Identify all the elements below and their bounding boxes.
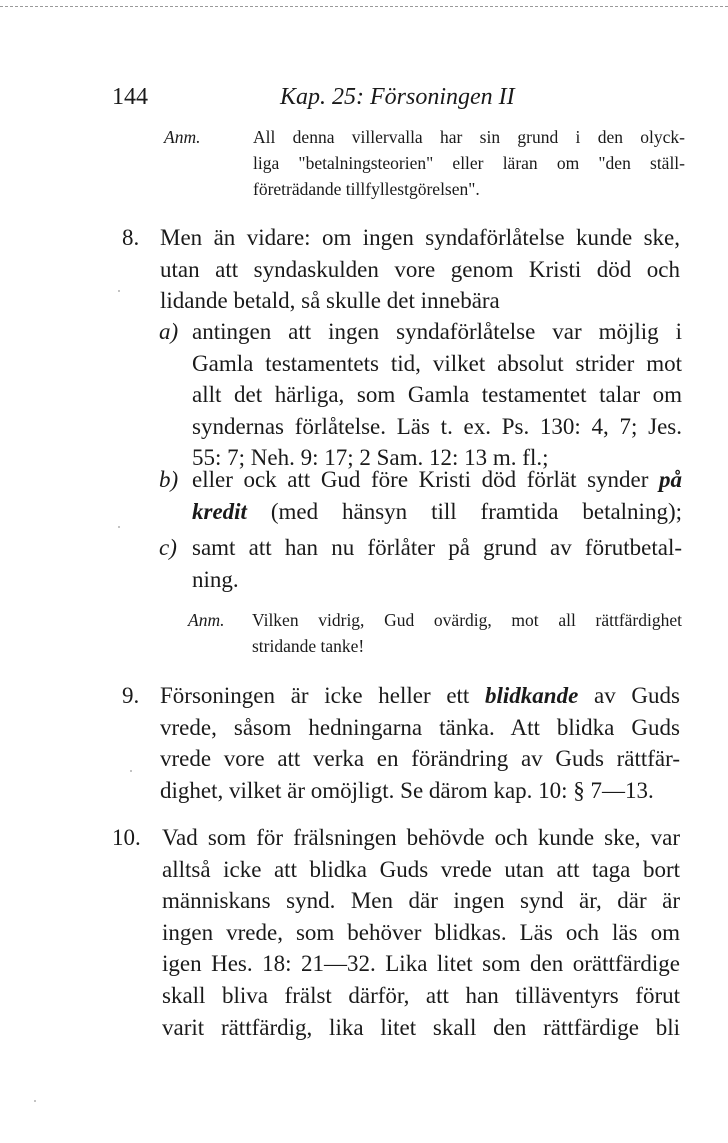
scan-speck [118, 290, 120, 292]
note-line: företrädande tillfyllestgörelsen". [253, 179, 480, 199]
item-letter: c) [159, 535, 177, 560]
text-line: vrede, såsom hedningarna tänka. Att blidka Guds [160, 714, 680, 740]
text-line: Vad som för frälsningen behövde och kunde ske, var [162, 825, 680, 850]
emphasis: på [659, 467, 682, 492]
text-line: ning. [192, 566, 239, 592]
item-letter: a) [159, 319, 179, 344]
item-body [192, 316, 682, 474]
text-line: samt att han nu förlåter på grund av förutbetal- [192, 535, 682, 560]
text-line: syndernas förlåtelse. Läs t. ex. Ps. 130: 4, 7; Jes. [192, 413, 682, 439]
text-line [192, 464, 682, 496]
paragraph-number: 9. [122, 683, 140, 708]
text-line: utan att syndaskulden vore genom Kristi död och [160, 256, 680, 282]
emphasis: blidkande [485, 683, 579, 708]
text-line: Gamla testamentets tid, vilket absolut strider mot [192, 350, 682, 376]
text-line: människans synd. Men där ingen synd är, där är [162, 888, 680, 914]
note-line: Vilken vidrig, Gud ovärdig, mot all rättfärdighet [252, 610, 682, 630]
paragraph-body [162, 822, 680, 1043]
text-line: antingen att ingen syndaförlåtelse var möjlig i [192, 319, 682, 344]
text-line: Men än vidare: om ingen syndaförlåtelse kunde ske, [160, 225, 680, 250]
note-line: stridande tanke! [252, 636, 365, 656]
text-line: ingen vrede, som behöver blidkas. Läs och läs om [162, 919, 680, 945]
page-number: 144 [112, 84, 148, 110]
note-text [253, 124, 685, 202]
scan-speck [130, 770, 132, 772]
text-line: varit rättfärdig, lika litet skall den rättfärdige bli [162, 1014, 680, 1040]
text-line: skall bliva frälst därför, att han tilläventyrs förut [162, 982, 680, 1008]
paragraph-number: 8. [122, 225, 140, 250]
item-body [192, 464, 682, 527]
text-line: vrede vore att verka en förändring av Guds rättfär- [160, 746, 680, 772]
running-head: Kap. 25: Försoningen II [280, 84, 515, 110]
text-line: igen Hes. 18: 21—32. Lika litet som den orättfärdige [162, 951, 680, 977]
note-line: liga "betalningsteorien" eller läran om "den ställ- [253, 153, 685, 173]
paragraph-body [160, 680, 680, 806]
emphasis: kredit [192, 498, 247, 524]
text-segment: (med hänsyn till framtida betalning); [270, 498, 682, 524]
text-line: 55: 7; Neh. 9: 17; 2 Sam. 12: 13 m. fl.; [192, 445, 549, 471]
scan-speck [118, 526, 120, 528]
paragraph-number: 10. [112, 825, 141, 850]
scan-speck [34, 1100, 36, 1102]
paragraph-body [160, 222, 680, 317]
note-label: Anm. [164, 127, 201, 147]
text-line: alltså icke att blidka Guds vrede utan att taga bort [162, 856, 680, 882]
item-body [192, 532, 682, 595]
text-line [160, 680, 680, 712]
text-segment: eller ock att Gud före Kristi död förlät synder [192, 467, 649, 492]
text-segment: av Guds [594, 683, 680, 708]
text-line: lidande betald, så skulle det innebära [160, 288, 500, 314]
text-line: allt det härliga, som Gamla testamentet talar om [192, 382, 682, 408]
text-line [192, 496, 682, 528]
top-scan-rule [0, 6, 728, 7]
note-text [252, 607, 682, 659]
note-label: Anm. [188, 610, 225, 630]
item-letter: b) [159, 467, 179, 492]
text-segment: Försoningen är icke heller ett [160, 683, 470, 708]
page-header [0, 84, 728, 114]
text-line: dighet, vilket är omöjligt. Se därom kap. 10: § 7—13. [160, 777, 654, 803]
note-line: All denna villervalla har sin grund i den olyck- [253, 127, 685, 147]
